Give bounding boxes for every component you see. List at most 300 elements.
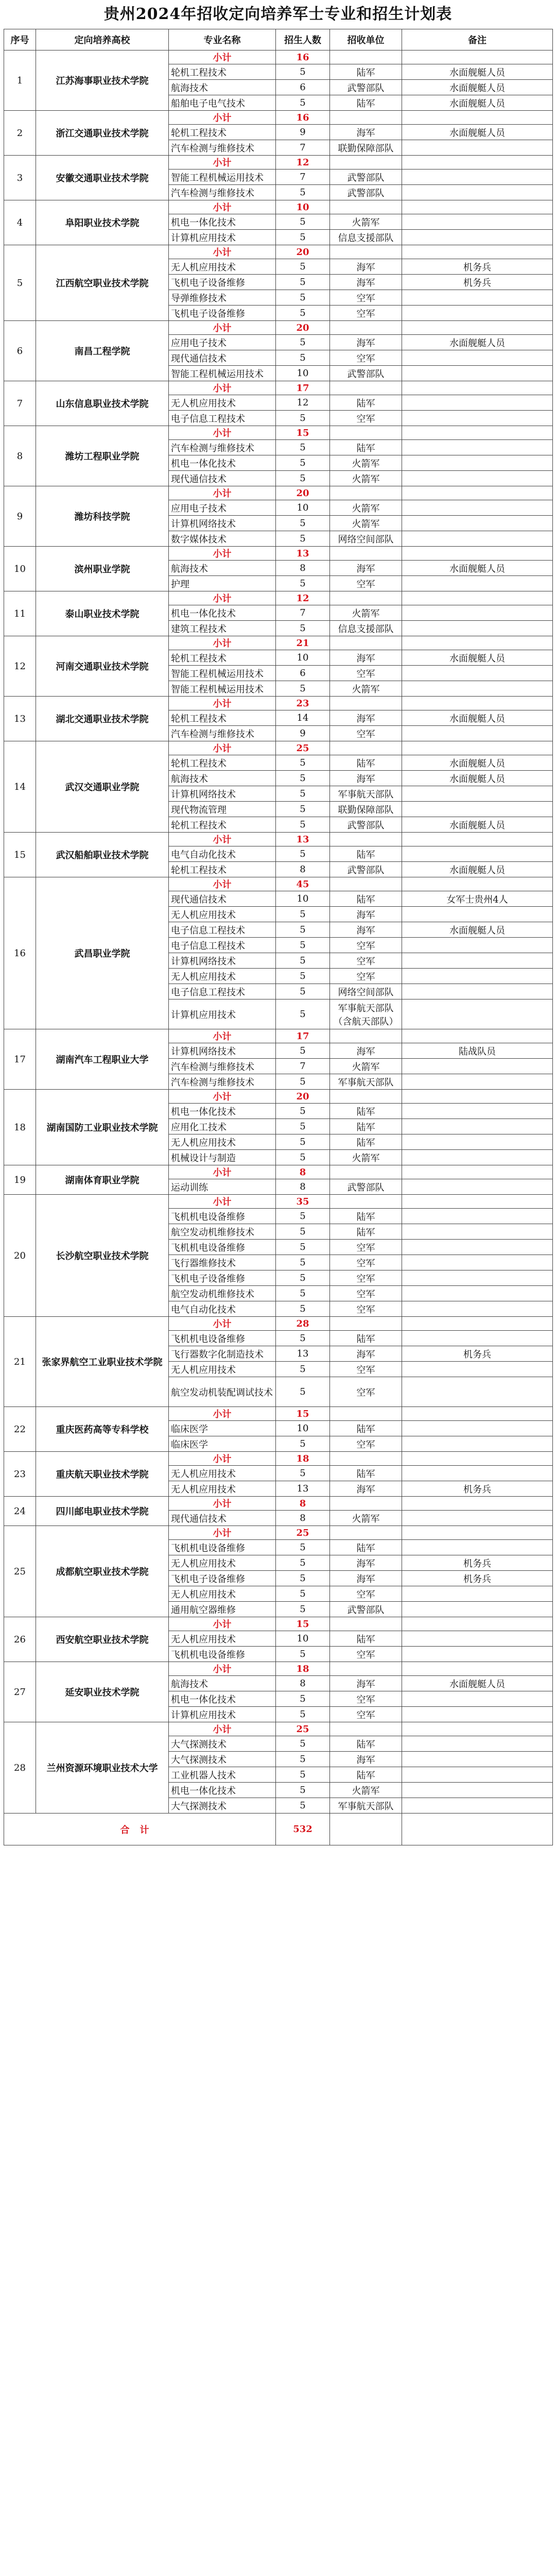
recruiting-unit: 空军 [330,576,402,591]
major-name: 电子信息工程技术 [169,922,276,938]
remark [402,290,553,306]
enrollment-count: 5 [276,1301,330,1317]
enrollment-count: 5 [276,1377,330,1407]
school-name: 长沙航空职业技术学院 [36,1195,169,1317]
school-name: 江苏海事职业技术学院 [36,50,169,111]
remark [402,1255,553,1270]
subtotal-label: 小计 [169,1407,276,1421]
enrollment-count: 5 [276,621,330,636]
subtotal-unit [330,1090,402,1104]
major-name: 飞机机电设备维修 [169,1647,276,1662]
subtotal-note [402,697,553,710]
subtotal-unit [330,833,402,846]
enrollment-count: 10 [276,650,330,666]
page-title: 贵州2024年招收定向培养军士专业和招生计划表 [103,5,453,23]
recruiting-unit: 空军 [330,1270,402,1286]
recruiting-unit: 空军 [330,1586,402,1602]
subtotal-label: 小计 [169,156,276,170]
remark [402,1209,553,1224]
school-name: 湖北交通职业技术学院 [36,697,169,741]
major-name: 应用化工技术 [169,1119,276,1134]
recruiting-unit: 空军 [330,350,402,366]
school-number: 23 [4,1452,36,1497]
subtotal-label: 小计 [169,50,276,64]
school-number: 2 [4,111,36,156]
school-name: 湖南国防工业职业技术学院 [36,1090,169,1165]
major-name: 轮机工程技术 [169,817,276,833]
remark [402,455,553,471]
enrollment-count: 5 [276,1043,330,1059]
school-subtotal-row [4,547,553,561]
subtotal-unit [330,591,402,605]
school-subtotal-row [4,381,553,395]
school-subtotal-row [4,1617,553,1631]
enrollment-count: 5 [276,1647,330,1662]
remark [402,516,553,531]
enrollment-count: 5 [276,1270,330,1286]
school-name: 山东信息职业技术学院 [36,381,169,426]
remark [402,621,553,636]
subtotal-label: 小计 [169,636,276,650]
enrollment-count: 5 [276,1104,330,1119]
remark [402,726,553,741]
enrollment-count: 5 [276,938,330,953]
recruiting-unit: 陆军 [330,1421,402,1436]
total-row [4,1814,553,1845]
school-subtotal-row [4,1195,553,1209]
subtotal-note [402,1722,553,1736]
school-number: 26 [4,1617,36,1662]
remark [402,1331,553,1346]
school-number: 10 [4,547,36,591]
remark [402,1798,553,1814]
recruiting-unit: 火箭军 [330,500,402,516]
enrollment-count: 10 [276,1631,330,1647]
remark [402,1074,553,1090]
subtotal-label: 小计 [169,1662,276,1676]
remark [402,1466,553,1481]
recruiting-unit: 空军 [330,1301,402,1317]
recruiting-unit: 空军 [330,1691,402,1707]
school-name: 泰山职业技术学院 [36,591,169,636]
major-name: 轮机工程技术 [169,755,276,771]
subtotal-note [402,1165,553,1179]
subtotal-label: 小计 [169,245,276,259]
recruiting-unit: 军事航天部队 [330,1798,402,1814]
recruiting-unit: 空军 [330,1362,402,1377]
enrollment-count: 5 [276,1798,330,1814]
major-name: 无人机应用技术 [169,1362,276,1377]
recruiting-unit: 陆军 [330,1540,402,1555]
recruiting-unit: 海军 [330,650,402,666]
enrollment-count: 5 [276,1150,330,1165]
major-name: 飞行器维修技术 [169,1255,276,1270]
enrollment-count: 5 [276,471,330,486]
enrollment-count: 5 [276,1783,330,1798]
school-name: 重庆医药高等专科学校 [36,1407,169,1452]
recruiting-unit: 军事航天部队 [330,1074,402,1090]
remark [402,366,553,381]
subtotal-label: 小计 [169,1195,276,1209]
subtotal-note [402,1452,553,1466]
subtotal-note [402,111,553,125]
remark [402,1134,553,1150]
subtotal-note [402,1497,553,1511]
subtotal-label: 小计 [169,877,276,891]
subtotal-label: 小计 [169,547,276,561]
remark: 水面舰艇人员 [402,561,553,576]
school-name: 南昌工程学院 [36,321,169,381]
enrollment-count: 5 [276,1240,330,1255]
subtotal-label: 小计 [169,1317,276,1331]
school-subtotal-row [4,591,553,605]
recruiting-unit: 火箭军 [330,1783,402,1798]
subtotal-unit [330,1407,402,1421]
major-name: 飞机电子设备维修 [169,306,276,321]
subtotal-count: 15 [276,1617,330,1631]
major-name: 智能工程机械运用技术 [169,666,276,681]
recruiting-unit: 空军 [330,1286,402,1301]
enrollment-count: 5 [276,1331,330,1346]
school-name: 江西航空职业技术学院 [36,245,169,321]
remark: 水面舰艇人员 [402,755,553,771]
enrollment-count: 5 [276,1707,330,1722]
major-name: 无人机应用技术 [169,1466,276,1481]
school-subtotal-row [4,111,553,125]
enrollment-count: 10 [276,1421,330,1436]
school-name: 武汉船舶职业技术学院 [36,833,169,877]
school-number: 28 [4,1722,36,1814]
subtotal-count: 21 [276,636,330,650]
remark [402,969,553,984]
remark: 机务兵 [402,1555,553,1571]
subtotal-note [402,245,553,259]
recruiting-unit: 火箭军 [330,1150,402,1165]
recruiting-unit: 海军 [330,1752,402,1767]
subtotal-unit [330,50,402,64]
major-name: 临床医学 [169,1421,276,1436]
major-name: 无人机应用技术 [169,1586,276,1602]
major-name: 现代通信技术 [169,350,276,366]
enrollment-count: 12 [276,395,330,411]
school-subtotal-row [4,1497,553,1511]
enrollment-count: 5 [276,1224,330,1240]
major-name: 机电一体化技术 [169,455,276,471]
major-name: 无人机应用技术 [169,259,276,275]
major-name: 导弹维修技术 [169,290,276,306]
subtotal-count: 20 [276,245,330,259]
recruiting-unit: 陆军 [330,846,402,862]
subtotal-unit [330,636,402,650]
school-subtotal-row [4,833,553,846]
remark [402,1436,553,1452]
major-name: 汽车检测与维修技术 [169,440,276,455]
recruiting-unit: 海军 [330,259,402,275]
enrollment-count: 5 [276,922,330,938]
enrollment-count: 5 [276,1436,330,1452]
remark [402,1240,553,1255]
document [4,0,552,1845]
enrollment-count: 5 [276,802,330,817]
subtotal-label: 小计 [169,200,276,214]
subtotal-unit [330,1165,402,1179]
recruiting-unit: 陆军 [330,1767,402,1783]
header-row [4,29,553,50]
school-subtotal-row [4,426,553,440]
school-name: 武昌职业学院 [36,877,169,1029]
subtotal-label: 小计 [169,591,276,605]
recruiting-unit: 信息支援部队 [330,621,402,636]
school-number: 16 [4,877,36,1029]
subtotal-label: 小计 [169,321,276,335]
subtotal-label: 小计 [169,426,276,440]
enrollment-count: 5 [276,350,330,366]
school-number: 15 [4,833,36,877]
remark: 陆战队员 [402,1043,553,1059]
enrollment-count: 10 [276,500,330,516]
major-name: 航空发动机装配调试技术 [169,1377,276,1407]
school-name: 成都航空职业技术学院 [36,1526,169,1617]
recruiting-unit: 陆军 [330,1466,402,1481]
remark [402,1362,553,1377]
remark [402,576,553,591]
enrollment-count: 5 [276,817,330,833]
remark [402,1736,553,1752]
enrollment-count: 14 [276,710,330,726]
school-name: 浙江交通职业技术学院 [36,111,169,156]
recruiting-unit: 武警部队 [330,1179,402,1195]
school-number: 22 [4,1407,36,1452]
enrollment-count: 6 [276,666,330,681]
subtotal-label: 小计 [169,1722,276,1736]
major-name: 现代通信技术 [169,891,276,907]
subtotal-unit [330,111,402,125]
enrollment-count: 5 [276,1602,330,1617]
enrollment-count: 5 [276,1255,330,1270]
subtotal-label: 小计 [169,1526,276,1540]
enrollment-count: 8 [276,1676,330,1691]
subtotal-count: 25 [276,741,330,755]
remark [402,1783,553,1798]
recruiting-unit: 海军 [330,771,402,786]
enrollment-count: 5 [276,290,330,306]
recruiting-unit: 海军 [330,710,402,726]
enrollment-count: 7 [276,170,330,185]
recruiting-unit: 陆军 [330,1631,402,1647]
recruiting-unit: 军事航天部队（含航天部队） [330,999,402,1029]
major-name: 数字媒体技术 [169,531,276,547]
major-name: 无人机应用技术 [169,969,276,984]
recruiting-unit: 联勤保障部队 [330,802,402,817]
subtotal-label: 小计 [169,1452,276,1466]
school-name: 兰州资源环境职业技术大学 [36,1722,169,1814]
enrollment-count: 5 [276,1736,330,1752]
school-subtotal-row [4,245,553,259]
enrollment-count: 5 [276,64,330,80]
enrollment-count: 5 [276,1752,330,1767]
recruiting-unit: 空军 [330,1436,402,1452]
remark [402,999,553,1029]
subtotal-count: 13 [276,833,330,846]
major-name: 机电一体化技术 [169,1691,276,1707]
subtotal-count: 8 [276,1497,330,1511]
enrollment-count: 8 [276,862,330,877]
enrollment-count: 5 [276,1586,330,1602]
enrollment-count: 5 [276,755,330,771]
major-name: 航海技术 [169,1676,276,1691]
subtotal-note [402,426,553,440]
remark [402,1707,553,1722]
major-name: 智能工程机械运用技术 [169,170,276,185]
recruiting-unit: 火箭军 [330,605,402,621]
subtotal-note [402,741,553,755]
enrollment-count: 5 [276,771,330,786]
recruiting-unit: 火箭军 [330,471,402,486]
recruiting-unit: 空军 [330,306,402,321]
enrollment-count: 5 [276,411,330,426]
major-name: 电子信息工程技术 [169,984,276,999]
recruiting-unit: 武警部队 [330,1602,402,1617]
header-note: 备注 [402,29,553,50]
remark [402,500,553,516]
recruiting-unit: 武警部队 [330,170,402,185]
enrollment-count: 5 [276,1134,330,1150]
recruiting-unit: 陆军 [330,1134,402,1150]
subtotal-unit [330,426,402,440]
enrollment-count: 5 [276,1691,330,1707]
major-name: 计算机应用技术 [169,999,276,1029]
major-name: 航海技术 [169,561,276,576]
recruiting-unit: 陆军 [330,1119,402,1134]
enrollment-count: 5 [276,259,330,275]
subtotal-count: 17 [276,381,330,395]
school-number: 7 [4,381,36,426]
major-name: 应用电子技术 [169,500,276,516]
major-name: 船舶电子电气技术 [169,95,276,111]
recruiting-unit: 火箭军 [330,681,402,697]
major-name: 汽车检测与维修技术 [169,185,276,200]
major-name: 大气探测技术 [169,1798,276,1814]
recruiting-unit: 武警部队 [330,185,402,200]
enrollment-count: 6 [276,80,330,95]
school-number: 27 [4,1662,36,1722]
school-subtotal-row [4,321,553,335]
remark: 水面舰艇人员 [402,1676,553,1691]
remark [402,170,553,185]
remark: 机务兵 [402,1346,553,1362]
major-name: 飞机机电设备维修 [169,1540,276,1555]
remark [402,1421,553,1436]
school-name: 潍坊科技学院 [36,486,169,547]
subtotal-note [402,636,553,650]
major-name: 计算机应用技术 [169,230,276,245]
major-name: 飞机电子设备维修 [169,1571,276,1586]
subtotal-unit [330,1497,402,1511]
subtotal-note [402,1617,553,1631]
school-subtotal-row [4,1722,553,1736]
school-subtotal-row [4,1029,553,1043]
subtotal-unit [330,547,402,561]
subtotal-note [402,1526,553,1540]
remark [402,1602,553,1617]
major-name: 航空发动机维修技术 [169,1286,276,1301]
subtotal-unit [330,877,402,891]
school-number: 19 [4,1165,36,1195]
remark [402,411,553,426]
subtotal-label: 小计 [169,381,276,395]
major-name: 运动训练 [169,1179,276,1195]
remark [402,846,553,862]
subtotal-unit [330,156,402,170]
school-subtotal-row [4,877,553,891]
school-number: 12 [4,636,36,697]
subtotal-count: 45 [276,877,330,891]
major-name: 汽车检测与维修技术 [169,1059,276,1074]
school-name: 湖南体育职业学院 [36,1165,169,1195]
remark: 水面舰艇人员 [402,650,553,666]
remark [402,681,553,697]
subtotal-unit [330,200,402,214]
recruiting-unit: 海军 [330,125,402,140]
major-name: 飞机机电设备维修 [169,1331,276,1346]
header-no: 序号 [4,29,36,50]
school-name: 滨州职业学院 [36,547,169,591]
enrollment-count: 5 [276,907,330,922]
subtotal-count: 20 [276,321,330,335]
recruiting-unit: 空军 [330,1647,402,1662]
subtotal-label: 小计 [169,1165,276,1179]
major-name: 护理 [169,576,276,591]
recruiting-unit: 空军 [330,726,402,741]
remark [402,1752,553,1767]
recruiting-unit: 陆军 [330,395,402,411]
school-number: 4 [4,200,36,245]
recruiting-unit: 陆军 [330,891,402,907]
remark [402,1179,553,1195]
header-school: 定向培养高校 [36,29,169,50]
enrollment-count: 5 [276,275,330,290]
enrollment-count: 5 [276,1362,330,1377]
enrollment-count: 5 [276,786,330,802]
subtotal-note [402,381,553,395]
subtotal-note [402,1029,553,1043]
school-subtotal-row [4,486,553,500]
subtotal-unit [330,486,402,500]
school-number: 25 [4,1526,36,1617]
remark: 水面舰艇人员 [402,95,553,111]
major-name: 机电一体化技术 [169,1783,276,1798]
school-name: 河南交通职业技术学院 [36,636,169,697]
subtotal-unit [330,1662,402,1676]
school-subtotal-row [4,697,553,710]
enrollment-table [4,29,553,1845]
school-subtotal-row [4,1165,553,1179]
major-name: 无人机应用技术 [169,1134,276,1150]
subtotal-label: 小计 [169,697,276,710]
school-number: 8 [4,426,36,486]
recruiting-unit: 火箭军 [330,214,402,230]
major-name: 大气探测技术 [169,1752,276,1767]
enrollment-count: 13 [276,1481,330,1497]
enrollment-count: 10 [276,366,330,381]
header-major: 专业名称 [169,29,276,50]
enrollment-count: 5 [276,531,330,547]
enrollment-count: 5 [276,1571,330,1586]
school-subtotal-row [4,1526,553,1540]
enrollment-count: 5 [276,846,330,862]
subtotal-unit [330,1722,402,1736]
subtotal-unit [330,741,402,755]
